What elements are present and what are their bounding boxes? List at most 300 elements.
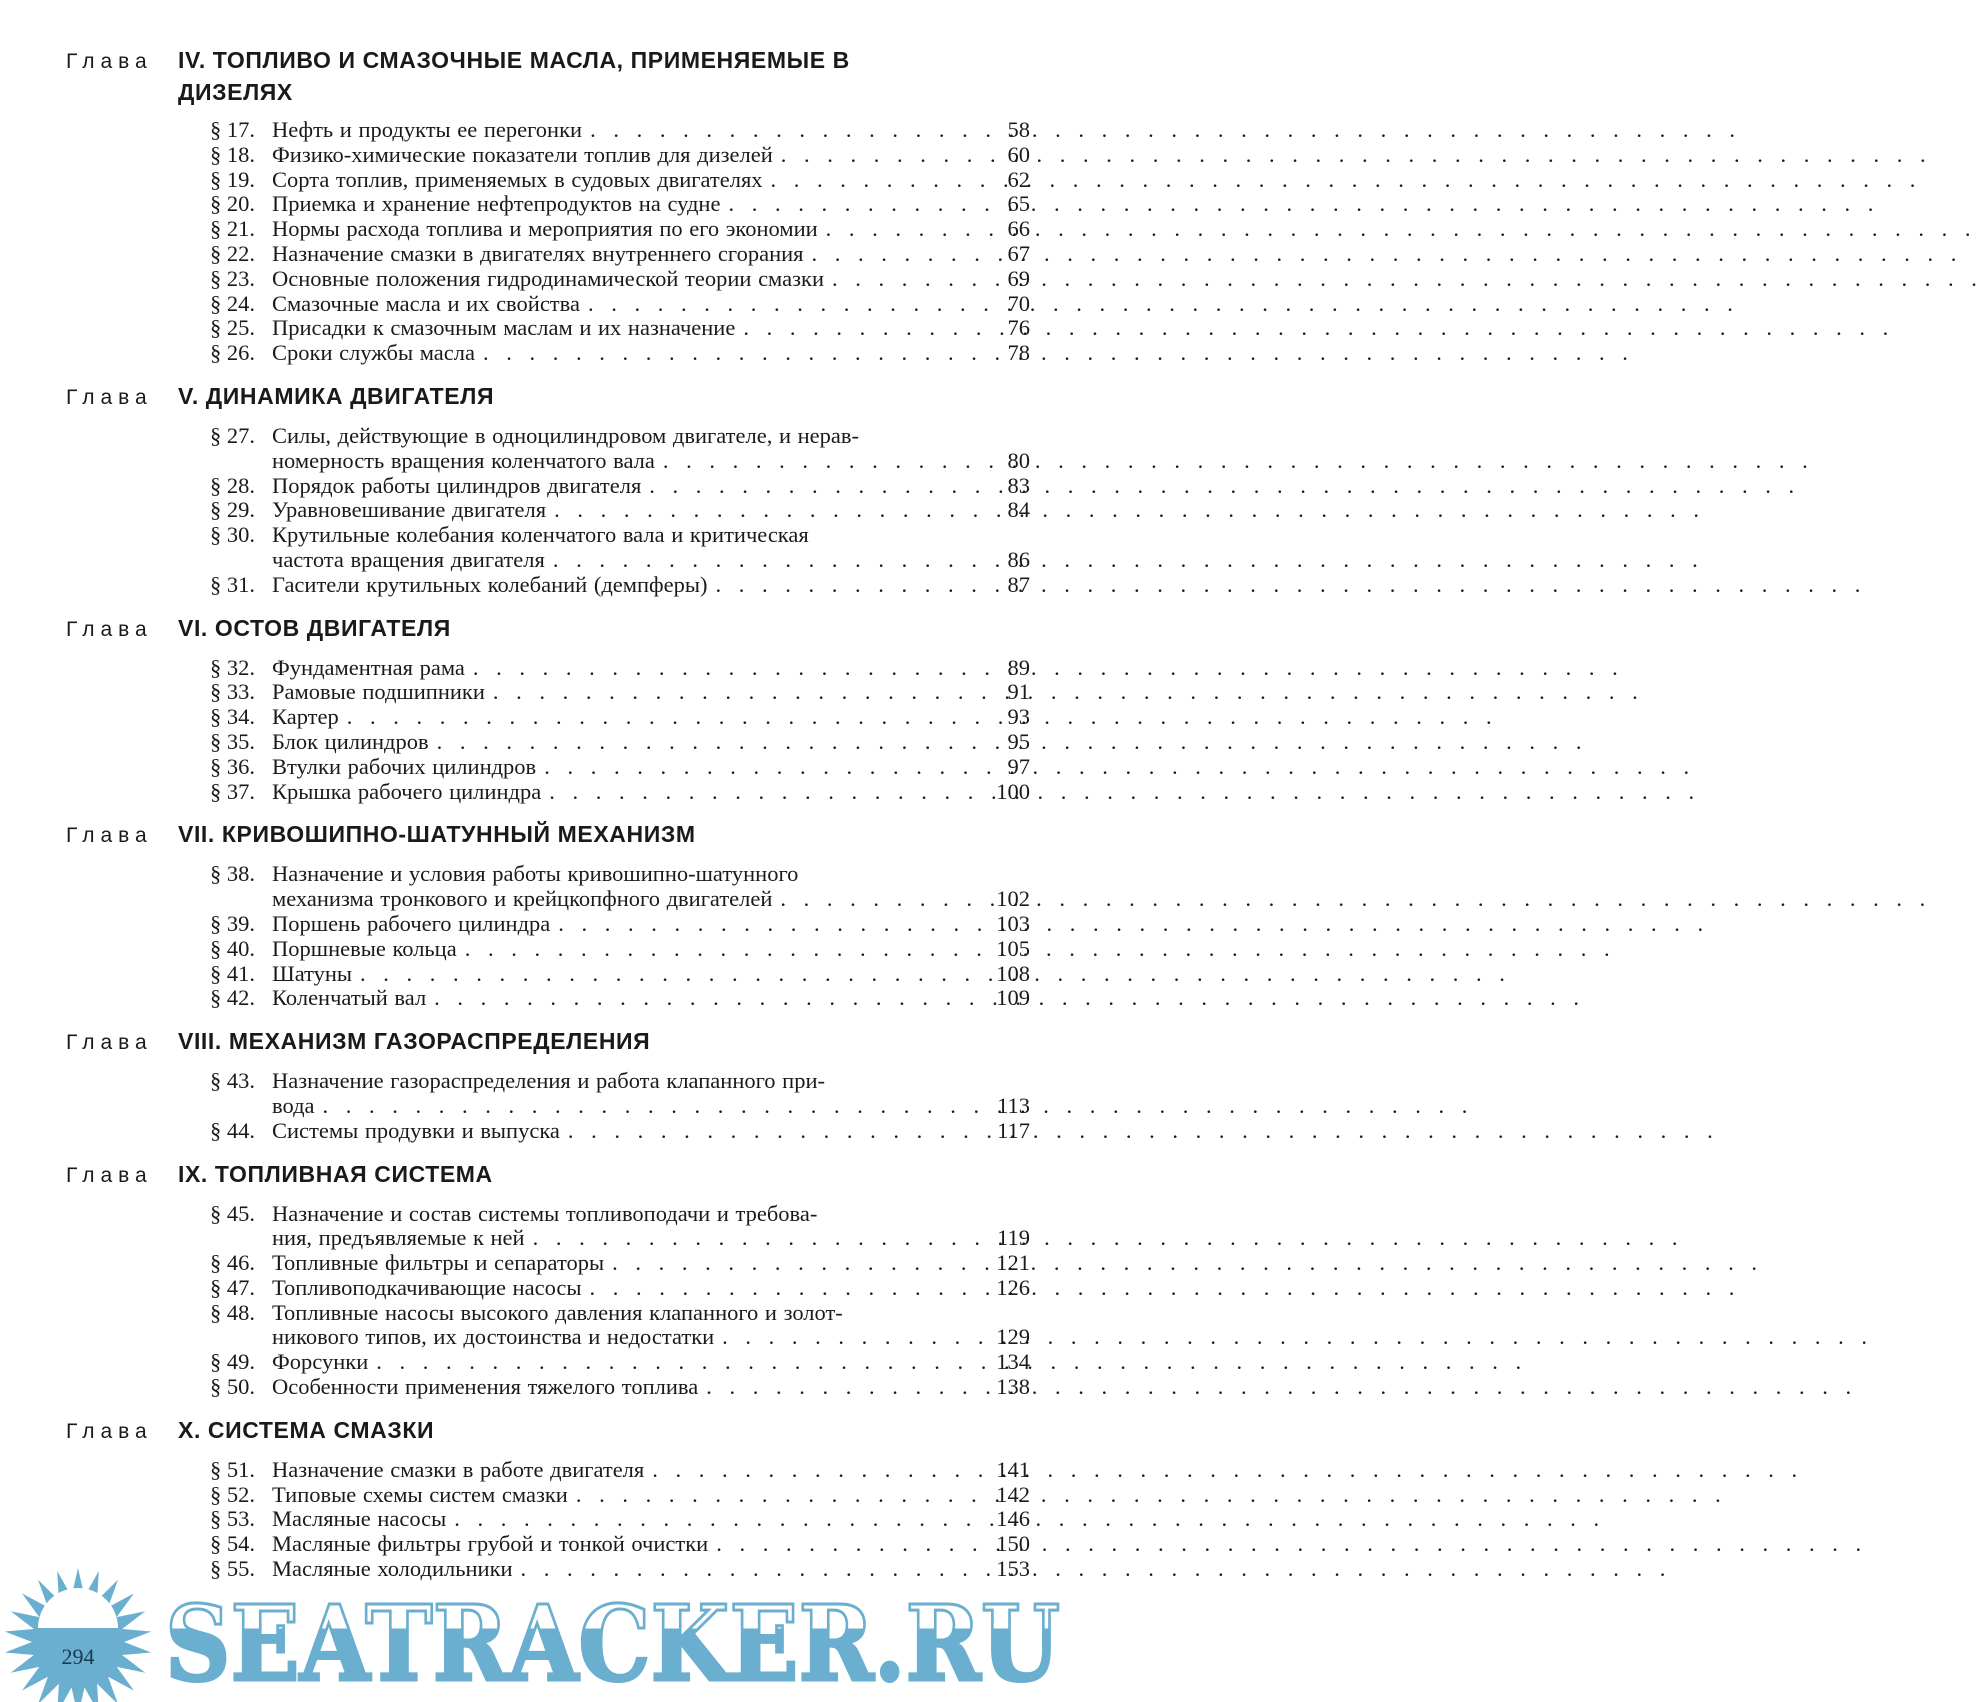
entry-title [272,962,968,987]
toc-entry [210,1507,1030,1532]
chapter-word: Глава [66,1419,153,1443]
entry-line [272,168,968,193]
page-ref: 126 [996,1274,1030,1300]
toc-entry [210,937,1030,962]
entry-line [272,573,968,598]
toc-entry [210,780,1030,805]
dot-leader [714,1325,968,1350]
entry-text: вода [272,1092,315,1118]
section-number: § 50. [210,1374,255,1400]
entry-text: Сроки службы масла [272,340,475,366]
toc-entry [210,1350,1030,1375]
entry-text: ния, предъявляемые к ней [272,1225,525,1251]
toc-entry [210,316,1030,341]
entry-line [272,1069,968,1094]
entry-line [272,680,968,705]
entry-text: Блок цилиндров [272,728,429,754]
dot-leader [772,887,968,912]
entry-line [272,1119,968,1144]
section-number: § 38. [210,861,255,887]
entry-title [272,1507,968,1532]
entry-line [272,548,968,573]
page-ref: 102 [996,886,1030,912]
page-ref: 150 [996,1531,1030,1557]
page-ref: 83 [1007,472,1030,498]
chapter [0,818,1080,1011]
entry-line [272,962,968,987]
section-number: § 42. [210,985,255,1011]
entry-title [272,498,968,523]
entry-text: Уравновешивание двигателя [272,497,547,523]
entry-line [272,1507,968,1532]
page-ref: 108 [996,960,1030,986]
entry-text: Фундаментная рама [272,654,465,680]
toc-entry [210,1069,1030,1119]
dot-leader [582,118,968,143]
dot-leader [580,292,968,317]
chapter [0,612,1080,805]
entry-text: Топливные насосы высокого давления клапанного и золот- [272,1299,843,1325]
chapter [0,1158,1080,1400]
entry-text: частота вращения двигателя [272,546,545,572]
entry-title [272,656,968,681]
entry-title [272,573,968,598]
section-number: § 19. [210,166,255,192]
section-number: § 39. [210,910,255,936]
section-number: § 41. [210,960,255,986]
entry-line [272,730,968,755]
entry-line [272,449,968,474]
entry-line [272,1202,968,1227]
entry-text: Сорта топлив, применяемых в судовых двигателях [272,166,763,192]
toc-entry [210,474,1030,499]
chapter-title: VIII. МЕХАНИЗМ ГАЗОРАСПРЕДЕЛЕНИЯ [178,1028,651,1055]
entry-text: Смазочные масла и их свойства [272,290,580,316]
dot-leader [465,656,968,681]
section-number: § 25. [210,315,255,341]
entry-text: никового типов, их достоинства и недостатки [272,1324,715,1350]
section-number: § 48. [210,1299,255,1325]
entry-text: Особенности применения тяжелого топлива [272,1374,699,1400]
toc-entry [210,341,1030,366]
dot-leader [475,341,968,366]
page-ref: 138 [996,1374,1030,1400]
entry-text: механизма тронкового и крейцкопфного двигателей [272,886,773,912]
entry-title [272,912,968,937]
section-number: § 21. [210,216,255,242]
section-number: § 40. [210,935,255,961]
section-number: § 28. [210,472,255,498]
entry-title [272,1202,968,1252]
chapter-word: Глава [66,385,153,409]
toc-entry [210,267,1030,292]
section-number: § 37. [210,778,255,804]
chapter-title: IV. ТОПЛИВО И СМАЗОЧНЫЕ МАСЛА, ПРИМЕНЯЕМЫЕ В ДИЗЕЛЯХ [178,47,850,105]
entry-line [272,292,968,317]
entry-title [272,267,968,292]
entry-line [272,937,968,962]
toc-entry [210,1458,1030,1483]
chapter-word: Глава [66,617,153,641]
chapter-heading [0,612,1080,646]
section-number: § 29. [210,497,255,523]
entry-title [272,474,968,499]
toc-entry [210,680,1030,705]
entry-title [272,523,968,573]
chapter-word: Глава [66,50,153,73]
dot-leader [525,1226,968,1251]
entry-line [272,242,968,267]
page-ref: 87 [1007,571,1030,597]
entry-title [272,986,968,1011]
section-number: § 55. [210,1556,255,1582]
entry-text: Физико-химические показатели топлив для дизелей [272,141,773,167]
entry-text: Приемка и хранение нефтепродуктов на судне [272,191,721,217]
page-ref: 89 [1007,654,1030,680]
section-number: § 34. [210,704,255,730]
entry-title [272,1119,968,1144]
section-number: § 35. [210,728,255,754]
entry-line [272,1458,968,1483]
dot-leader [708,1532,968,1557]
dot-leader [644,1458,968,1483]
toc-entry [210,705,1030,730]
page-ref: 65 [1007,191,1030,217]
entry-text: Масляные фильтры грубой и тонкой очистки [272,1531,709,1557]
entry-text: Картер [272,704,339,730]
toc-entry [210,292,1030,317]
page-ref: 142 [996,1481,1030,1507]
entry-text: Системы продувки и выпуска [272,1117,560,1143]
toc-entry [210,962,1030,987]
entry-title [272,292,968,317]
entry-line [272,780,968,805]
chapter-title: V. ДИНАМИКА ДВИГАТЕЛЯ [178,382,495,409]
entry-line [272,1325,968,1350]
page-ref: 84 [1007,497,1030,523]
page-ref: 146 [996,1506,1030,1532]
entry-text: Рамовые подшипники [272,679,485,705]
section-number: § 27. [210,422,255,448]
page-ref: 66 [1007,216,1030,242]
section-number: § 18. [210,141,255,167]
toc-entry [210,523,1030,573]
section-number: § 47. [210,1274,255,1300]
dot-leader [720,192,968,217]
entry-line [272,986,968,1011]
chapter [0,1414,1080,1582]
entry-line [272,316,968,341]
page-ref: 103 [996,910,1030,936]
entry-line [272,118,968,143]
chapter-heading [0,1025,1080,1059]
entry-line [272,1251,968,1276]
toc-entry [210,1532,1030,1557]
entry-text: Шатуны [272,960,353,986]
entry-title [272,1350,968,1375]
page-ref: 129 [996,1324,1030,1350]
entry-line [272,1226,968,1251]
chapter-word: Глава [66,824,153,848]
dot-leader [315,1094,968,1119]
dot-leader [446,1507,968,1532]
dot-leader [773,143,968,168]
entry-text: Форсунки [272,1349,369,1375]
section-number: § 49. [210,1349,255,1375]
dot-leader [550,912,968,937]
dot-leader [429,730,968,755]
page-ref: 67 [1007,240,1030,266]
entry-title [272,755,968,780]
toc-entry [210,1301,1030,1351]
toc-entry [210,573,1030,598]
entry-title [272,168,968,193]
entry-title [272,217,968,242]
entry-line [272,143,968,168]
section-number: § 51. [210,1456,255,1482]
dot-leader [604,1251,968,1276]
dot-leader [485,680,968,705]
watermark-text: SEATRACKER.RU [165,1582,1060,1702]
entry-text: Крутильные колебания коленчатого вала и критическая [272,522,809,548]
entry-line [272,1532,968,1557]
chapter-heading [0,380,1080,414]
entry-line [272,1276,968,1301]
entry-line [272,912,968,937]
entry-line [272,192,968,217]
entry-text: Масляные насосы [272,1506,447,1532]
toc-entry [210,1119,1030,1144]
section-number: § 46. [210,1250,255,1276]
entry-title [272,680,968,705]
entry-text: Нормы расхода топлива и мероприятия по его экономии [272,216,818,242]
chapter-heading [0,1414,1080,1448]
entry-title [272,1458,968,1483]
chapter-title: VI. ОСТОВ ДВИГАТЕЛЯ [178,614,451,641]
page-ref: 100 [996,778,1030,804]
entry-text: Присадки к смазочным маслам и их назначение [272,315,736,341]
entry-title [272,937,968,962]
entry-text: Назначение и состав системы топливоподачи и требова- [272,1200,818,1226]
page-ref: 119 [997,1225,1030,1251]
entry-text: Поршень рабочего цилиндра [272,910,551,936]
entry-text: Коленчатый вал [272,985,427,1011]
entry-title [272,1069,968,1119]
entry-title [272,730,968,755]
entry-title [272,242,968,267]
section-number: § 52. [210,1481,255,1507]
entry-line [272,1350,968,1375]
entry-line [272,498,968,523]
dot-leader [426,986,968,1011]
page-ref: 97 [1007,753,1030,779]
section-number: § 44. [210,1117,255,1143]
entry-title [272,143,968,168]
page-ref: 153 [996,1556,1030,1582]
page-ref: 78 [1007,340,1030,366]
entry-line [272,523,968,548]
toc-entry [210,424,1030,474]
entry-text: Топливоподкачивающие насосы [272,1274,582,1300]
dot-leader [368,1350,968,1375]
toc-entry [210,192,1030,217]
entry-title [272,341,968,366]
dot-leader [698,1375,968,1400]
page-ref: 93 [1007,704,1030,730]
entry-text: Гасители крутильных колебаний (демпферы) [272,571,708,597]
section-number: § 45. [210,1200,255,1226]
section-number: § 26. [210,340,255,366]
entry-text: Типовые схемы систем смазки [272,1481,568,1507]
section-number: § 36. [210,753,255,779]
page-ref: 69 [1007,265,1030,291]
entry-title [272,1276,968,1301]
entry-text: номерность вращения коленчатого вала [272,447,655,473]
toc-entry [210,986,1030,1011]
entry-title [272,1375,968,1400]
entry-title [272,1483,968,1508]
chapter [0,44,1080,366]
chapter-heading [0,1158,1080,1192]
entry-title [272,118,968,143]
entry-title [272,1301,968,1351]
page-ref: 121 [996,1250,1030,1276]
toc-entry [210,1375,1030,1400]
dot-leader [763,168,968,193]
entry-text: Крышка рабочего цилиндра [272,778,542,804]
toc-entry [210,143,1030,168]
table-of-contents [0,44,1080,1582]
entry-line [272,341,968,366]
toc-entry [210,862,1030,912]
toc-entry [210,755,1030,780]
toc-entry [210,217,1030,242]
dot-leader [541,780,968,805]
entry-line [272,424,968,449]
chapter [0,1025,1080,1143]
entry-title [272,1532,968,1557]
entry-title [272,316,968,341]
entry-text: Назначение смазки в работе двигателя [272,1456,645,1482]
entry-title [272,780,968,805]
dot-leader [546,498,968,523]
dot-leader [824,267,968,292]
entry-title [272,1251,968,1276]
page-ref: 134 [996,1349,1030,1375]
entry-line [272,755,968,780]
page-ref: 105 [996,935,1030,961]
chapter-word: Глава [66,1163,153,1187]
entry-line [272,1483,968,1508]
dot-leader [457,937,968,962]
entry-line [272,887,968,912]
chapter-title: VII. КРИВОШИПНО-ШАТУННЫЙ МЕХАНИЗМ [178,821,696,848]
toc-entry [210,168,1030,193]
entry-text: Назначение смазки в двигателях внутреннего сгорания [272,240,804,266]
section-number: § 53. [210,1506,255,1532]
dot-leader [352,962,968,987]
entry-line [272,862,968,887]
page-ref: 70 [1007,290,1030,316]
dot-leader [536,755,968,780]
entry-line [272,1094,968,1119]
entry-text: Основные положения гидродинамической теории смазки [272,265,824,291]
entry-line [272,1375,968,1400]
entry-title [272,424,968,474]
dot-leader [707,573,968,598]
dot-leader [339,705,968,730]
entry-text: Назначение газораспределения и работа клапанного при- [272,1068,825,1094]
entry-text: Нефть и продукты ее перегонки [272,117,583,142]
chapter-title: X. СИСТЕМА СМАЗКИ [178,1416,435,1443]
entry-line [272,1301,968,1326]
toc-entry [210,498,1030,523]
page-ref: 62 [1007,166,1030,192]
dot-leader [641,474,968,499]
page-number: 294 [61,1644,95,1669]
toc-entry [210,1483,1030,1508]
section-number: § 54. [210,1531,255,1557]
entry-title [272,192,968,217]
entry-text: Масляные холодильники [272,1556,513,1582]
page-ref: 60 [1007,141,1030,167]
section-number: § 43. [210,1068,255,1094]
toc-entry [210,912,1030,937]
page-ref: 80 [1007,447,1030,473]
entry-text: Назначение и условия работы кривошипно-шатунного [272,861,799,887]
page-ref: 91 [1007,679,1030,705]
page-ref: 86 [1007,546,1030,572]
entry-line [272,656,968,681]
chapter-heading [0,44,1080,108]
section-number: § 30. [210,522,255,548]
page-ref: 95 [1007,728,1030,754]
entry-text: Силы, действующие в одноцилиндровом двигателе, и нерав- [272,422,859,448]
toc-entry [210,1276,1030,1301]
dot-leader [582,1276,969,1301]
entry-line [272,267,968,292]
entry-text: Поршневые кольца [272,935,457,961]
entry-line [272,217,968,242]
chapter-title: IX. ТОПЛИВНАЯ СИСТЕМА [178,1160,493,1187]
page-ref: 76 [1007,315,1030,341]
section-number: § 31. [210,571,255,597]
toc-entry [210,242,1030,267]
entry-line [272,474,968,499]
section-number: § 22. [210,240,255,266]
page-ref: 109 [996,985,1030,1011]
chapter-heading [0,818,1080,852]
section-number: § 23. [210,265,255,291]
dot-leader [568,1483,968,1508]
section-number: § 32. [210,654,255,680]
entry-text: Порядок работы цилиндров двигателя [272,472,642,498]
section-number: § 33. [210,679,255,705]
dot-leader [735,316,968,341]
section-number: § 20. [210,191,255,217]
chapter [0,380,1080,598]
section-number: § 17. [210,117,255,142]
dot-leader [545,548,968,573]
dot-leader [560,1119,968,1144]
dot-leader [655,449,968,474]
page-ref: 117 [997,1117,1030,1143]
section-number: § 24. [210,290,255,316]
page-ref: 58 [1007,117,1030,142]
dot-leader [818,217,968,242]
toc-entry [210,1202,1030,1252]
entry-text: Топливные фильтры и сепараторы [272,1250,605,1276]
